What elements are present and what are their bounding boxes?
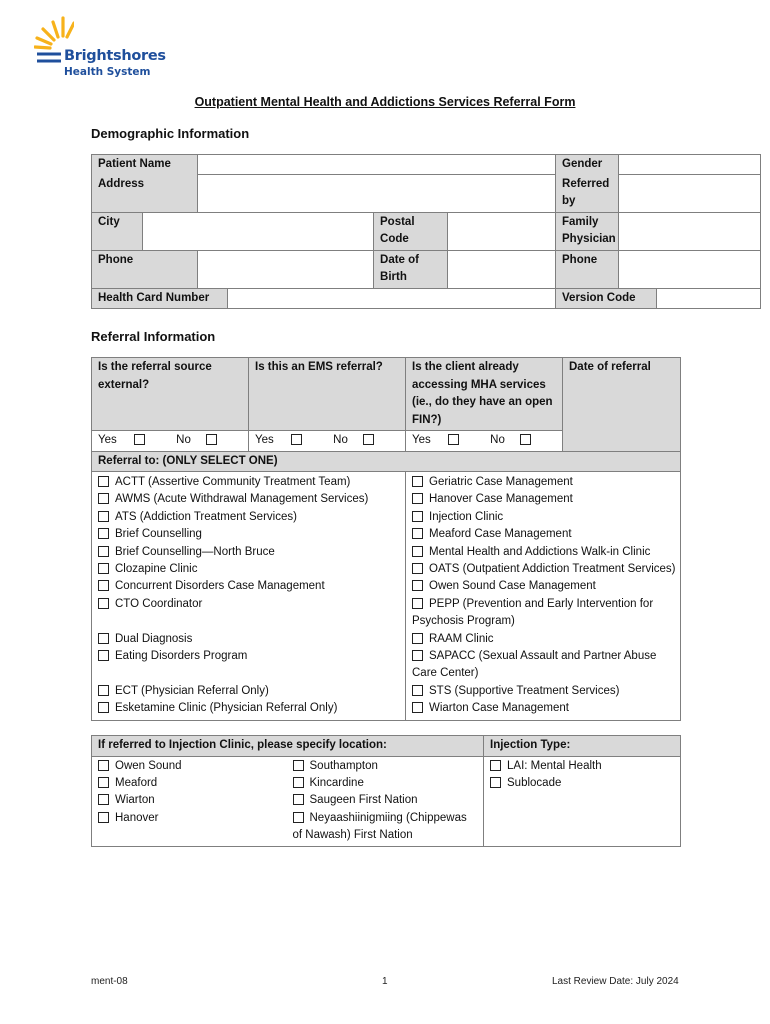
option-label: PEPP (Prevention and Early Intervention for Psychosis Program) — [412, 597, 654, 628]
referral-option[interactable] — [412, 561, 674, 578]
referral-option[interactable] — [412, 700, 674, 717]
gender-label: Gender — [556, 155, 619, 175]
no-label: No — [333, 434, 348, 446]
checkbox[interactable] — [98, 777, 109, 788]
health-card-label: Health Card Number — [92, 288, 228, 309]
referral-option[interactable] — [98, 631, 399, 648]
option-label: Neyaashiinigmiing (Chippewas of Nawash) First Nation — [292, 811, 467, 842]
referred-by-field[interactable] — [619, 175, 761, 213]
location-option[interactable] — [293, 810, 478, 845]
option-label: Injection Clinic — [429, 510, 504, 523]
option-label: Sublocade — [507, 776, 562, 789]
option-label: RAAM Clinic — [429, 632, 494, 645]
location-option[interactable] — [293, 792, 478, 809]
checkbox[interactable] — [98, 685, 109, 696]
logo-subtitle: Health System — [64, 66, 151, 78]
checkbox[interactable] — [293, 812, 304, 823]
family-physician-field[interactable] — [619, 212, 761, 250]
referral-option[interactable] — [98, 526, 399, 543]
external-yes-checkbox[interactable] — [134, 434, 145, 445]
option-label: SAPACC (Sexual Assault and Partner Abuse Care Center) — [412, 650, 657, 680]
option-label: ACTT (Assertive Community Treatment Team) — [115, 476, 351, 488]
address-field[interactable] — [198, 175, 556, 213]
checkbox[interactable] — [412, 650, 423, 661]
mha-yes-checkbox[interactable] — [448, 434, 459, 445]
location-option[interactable] — [98, 810, 281, 827]
referral-option[interactable] — [98, 648, 399, 683]
referral-option[interactable] — [98, 474, 399, 491]
city-label: City — [92, 212, 143, 250]
checkbox[interactable] — [98, 546, 109, 557]
location-option[interactable] — [98, 758, 281, 775]
no-label: No — [490, 434, 505, 446]
referral-heading: Referral Information — [91, 329, 216, 344]
referral-option[interactable] — [98, 561, 399, 578]
referral-option[interactable] — [412, 526, 674, 543]
location-option[interactable] — [293, 775, 478, 792]
option-label: Mental Health and Addictions Walk-in Clinic — [429, 545, 651, 558]
logo-name: Brightshores — [64, 48, 166, 64]
option-label: LAI: Mental Health — [507, 759, 602, 772]
option-label: Kincardine — [309, 776, 364, 789]
checkbox[interactable] — [412, 493, 423, 504]
footer-form-code: ment-08 — [91, 976, 128, 987]
external-question: Is the referral source external? — [92, 358, 249, 431]
checkbox[interactable] — [98, 580, 109, 591]
checkbox[interactable] — [412, 580, 423, 591]
checkbox[interactable] — [490, 760, 501, 771]
checkbox[interactable] — [293, 794, 304, 805]
checkbox[interactable] — [98, 702, 109, 713]
injection-location-heading: If referred to Injection Clinic, please specify location: — [92, 736, 484, 757]
referral-option[interactable] — [412, 491, 674, 508]
option-label: Meaford — [115, 776, 158, 789]
option-label: Wiarton — [115, 794, 155, 807]
yes-label: Yes — [412, 434, 431, 446]
gender-field[interactable] — [619, 155, 761, 175]
option-label: STS (Supportive Treatment Services) — [429, 684, 620, 697]
checkbox[interactable] — [98, 511, 109, 522]
checkbox[interactable] — [412, 685, 423, 696]
city-field[interactable] — [143, 212, 374, 250]
option-label: Brief Counselling — [115, 528, 202, 541]
patient-name-label: Patient Name — [92, 155, 198, 175]
checkbox[interactable] — [412, 476, 423, 487]
health-card-field[interactable] — [228, 288, 556, 309]
referral-option[interactable] — [98, 509, 399, 526]
injection-type-option[interactable] — [490, 775, 674, 792]
checkbox[interactable] — [412, 546, 423, 557]
demographic-heading: Demographic Information — [91, 126, 250, 141]
dob-label: Date of Birth — [374, 250, 448, 288]
patient-name-field[interactable] — [198, 155, 556, 175]
checkbox[interactable] — [98, 633, 109, 644]
option-label: Southampton — [309, 759, 378, 772]
checkbox[interactable] — [98, 650, 109, 661]
postal-code-label: Postal Code — [374, 212, 448, 250]
ems-yes-checkbox[interactable] — [291, 434, 302, 445]
checkbox[interactable] — [98, 493, 109, 504]
option-label: Geriatric Case Management — [429, 476, 573, 488]
injection-type-option[interactable] — [490, 758, 674, 775]
version-code-label: Version Code — [556, 288, 657, 309]
checkbox[interactable] — [98, 794, 109, 805]
checkbox[interactable] — [293, 777, 304, 788]
yes-label: Yes — [255, 434, 274, 446]
footer-page-number: 1 — [382, 976, 388, 987]
referral-option[interactable] — [412, 474, 674, 491]
checkbox[interactable] — [98, 476, 109, 487]
option-label: Dual Diagnosis — [115, 632, 193, 645]
phone-field[interactable] — [198, 250, 374, 288]
option-label: ECT (Physician Referral Only) — [115, 684, 269, 697]
injection-type-heading: Injection Type: — [484, 736, 681, 757]
referral-option[interactable] — [98, 544, 399, 561]
referral-option[interactable] — [98, 700, 399, 717]
option-label: Owen Sound — [115, 759, 182, 772]
option-label: Meaford Case Management — [429, 528, 572, 541]
demographic-table — [91, 154, 761, 309]
option-label: Eating Disorders Program — [115, 650, 248, 663]
referral-option[interactable] — [98, 578, 399, 595]
option-label: OATS (Outpatient Addiction Treatment Services) — [429, 563, 676, 576]
checkbox[interactable] — [412, 598, 423, 609]
checkbox[interactable] — [98, 563, 109, 574]
postal-code-field[interactable] — [448, 212, 556, 250]
referral-option[interactable] — [412, 596, 657, 631]
option-label: Concurrent Disorders Case Management — [115, 580, 325, 593]
option-label: Hanover Case Management — [429, 493, 573, 506]
option-label: Hanover — [115, 811, 159, 824]
date-of-referral-label: Date of referral — [563, 358, 681, 452]
footer-review-date: Last Review Date: July 2024 — [552, 976, 679, 987]
checkbox[interactable] — [412, 511, 423, 522]
location-option[interactable] — [293, 758, 478, 775]
brightshores-logo — [34, 14, 174, 84]
version-code-field[interactable] — [657, 288, 761, 309]
checkbox[interactable] — [412, 528, 423, 539]
phone2-field[interactable] — [619, 250, 761, 288]
no-label: No — [176, 434, 191, 446]
location-option[interactable] — [98, 775, 281, 792]
checkbox[interactable] — [412, 702, 423, 713]
referral-option[interactable] — [412, 648, 682, 683]
checkbox[interactable] — [293, 760, 304, 771]
option-label: Esketamine Clinic (Physician Referral Only) — [115, 702, 338, 715]
ems-question: Is this an EMS referral? — [249, 358, 406, 431]
option-label: Wiarton Case Management — [429, 702, 569, 715]
referral-option[interactable] — [412, 683, 674, 700]
yes-label: Yes — [98, 434, 117, 446]
form-title: Outpatient Mental Health and Addictions Services Referral Form — [194, 95, 576, 109]
referral-option[interactable] — [412, 631, 674, 648]
option-label: CTO Coordinator — [115, 597, 203, 610]
family-physician-label: Family Physician — [556, 212, 619, 250]
dob-field[interactable] — [448, 250, 556, 288]
wave-icon — [34, 44, 64, 84]
referral-option[interactable] — [98, 683, 399, 700]
option-label: Saugeen First Nation — [309, 794, 418, 807]
checkbox[interactable] — [98, 812, 109, 823]
referral-option[interactable] — [98, 491, 399, 508]
referral-option[interactable] — [412, 578, 674, 595]
address-label: Address — [92, 175, 198, 213]
option-label: Owen Sound Case Management — [429, 580, 596, 593]
external-no-checkbox[interactable] — [206, 434, 217, 445]
referral-option[interactable] — [412, 509, 674, 526]
option-label: ATS (Addiction Treatment Services) — [115, 510, 297, 523]
checkbox[interactable] — [98, 760, 109, 771]
referral-to-heading: Referral to: (ONLY SELECT ONE) — [92, 451, 681, 472]
referral-option[interactable] — [412, 544, 674, 561]
checkbox[interactable] — [412, 633, 423, 644]
option-label: Clozapine Clinic — [115, 563, 198, 576]
checkbox[interactable] — [98, 598, 109, 609]
phone2-label: Phone — [556, 250, 619, 288]
ems-no-checkbox[interactable] — [363, 434, 374, 445]
location-option[interactable] — [98, 792, 281, 809]
option-label: Brief Counselling—North Bruce — [115, 545, 275, 558]
checkbox[interactable] — [412, 563, 423, 574]
mha-no-checkbox[interactable] — [520, 434, 531, 445]
referred-by-label: Referred by — [556, 175, 619, 213]
injection-table — [91, 735, 681, 847]
phone-label: Phone — [92, 250, 198, 288]
checkbox[interactable] — [98, 528, 109, 539]
referral-table — [91, 357, 681, 721]
checkbox[interactable] — [490, 777, 501, 788]
referral-option[interactable] — [98, 596, 399, 631]
option-label: AWMS (Acute Withdrawal Management Services) — [115, 493, 369, 506]
mha-question: Is the client already accessing MHA services (ie., do they have an open FIN?) — [406, 358, 563, 431]
